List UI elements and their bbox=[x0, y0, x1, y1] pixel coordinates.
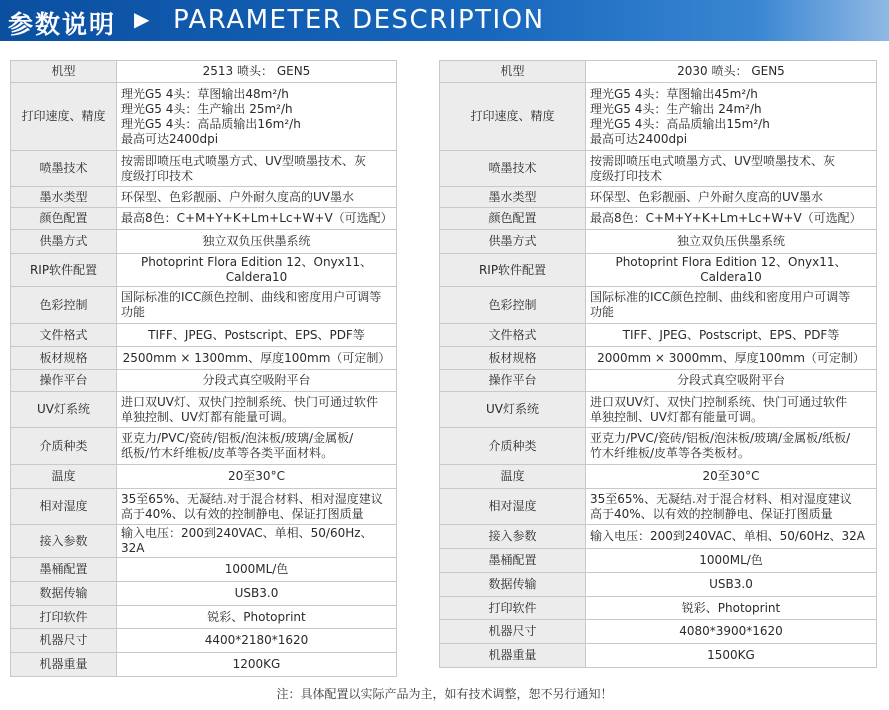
table-row bbox=[11, 525, 397, 558]
spec-value bbox=[117, 254, 397, 287]
spec-value-line: 20至30°C bbox=[702, 469, 760, 483]
spec-label: 文件格式 bbox=[440, 324, 586, 347]
spec-label: 喷墨技术 bbox=[11, 151, 117, 187]
spec-value bbox=[586, 392, 877, 428]
banner-title-cn: 参数说明 bbox=[8, 10, 117, 39]
table-row bbox=[440, 83, 877, 151]
spec-label: 墨水类型 bbox=[11, 187, 117, 208]
banner-title-en: PARAMETER DESCRIPTION bbox=[173, 5, 545, 35]
spec-value bbox=[117, 151, 397, 187]
table-row bbox=[440, 549, 877, 573]
spec-value-line: 度级打印技术 bbox=[121, 168, 194, 183]
spec-value bbox=[117, 370, 397, 392]
table-row bbox=[440, 465, 877, 489]
spec-value-line: 单独控制、UV灯都有能量可调。 bbox=[121, 409, 294, 424]
table-row bbox=[11, 653, 397, 677]
table-row bbox=[11, 254, 397, 287]
spec-value-line: 环保型、色彩靓丽、户外耐久度高的UV墨水 bbox=[121, 189, 354, 204]
spec-label: 接入参数 bbox=[11, 525, 117, 558]
table-row bbox=[11, 347, 397, 370]
table-row bbox=[11, 208, 397, 230]
spec-value-line: TIFF、JPEG、Postscript、EPS、PDF等 bbox=[148, 327, 365, 342]
spec-value bbox=[586, 187, 877, 208]
spec-value bbox=[117, 230, 397, 254]
spec-value bbox=[117, 653, 397, 677]
spec-label: RIP软件配置 bbox=[11, 254, 117, 287]
spec-value-line: 4080*3900*1620 bbox=[679, 624, 783, 638]
spec-label: 机型 bbox=[11, 61, 117, 83]
spec-label: 打印速度、精度 bbox=[11, 83, 117, 151]
table-row bbox=[440, 392, 877, 428]
spec-label: 机器尺寸 bbox=[440, 620, 586, 644]
table-row bbox=[440, 287, 877, 324]
spec-label: 操作平台 bbox=[11, 370, 117, 392]
spec-label: 温度 bbox=[440, 465, 586, 489]
spec-value bbox=[586, 428, 877, 465]
table-row bbox=[440, 208, 877, 230]
spec-value-line: 竹木纤维板/皮革等各类板材。 bbox=[590, 446, 751, 460]
spec-value-line: 最高8色：C+M+Y+K+Lm+Lc+W+V（可选配） bbox=[121, 211, 393, 225]
spec-value-line: 环保型、色彩靓丽、户外耐久度高的UV墨水 bbox=[590, 189, 823, 204]
spec-value bbox=[586, 597, 877, 620]
spec-label: 墨桶配置 bbox=[11, 558, 117, 582]
spec-label: 喷墨技术 bbox=[440, 151, 586, 187]
spec-value bbox=[586, 324, 877, 347]
spec-value bbox=[586, 465, 877, 489]
spec-value-line: 理光G5 4头：高品质输出15m²/h bbox=[590, 116, 770, 131]
spec-value bbox=[117, 465, 397, 489]
spec-value-line: 国际标准的ICC颜色控制、曲线和密度用户可调等 bbox=[590, 290, 851, 304]
table-row bbox=[440, 61, 877, 83]
spec-value bbox=[586, 620, 877, 644]
spec-label: 文件格式 bbox=[11, 324, 117, 347]
spec-value-line: USB3.0 bbox=[234, 586, 279, 600]
spec-value-line: 进口双UV灯、双快门控制系统、快门可通过软件 bbox=[121, 394, 378, 409]
spec-value-line: 按需即喷压电式喷墨方式、UV型喷墨技术、灰 bbox=[590, 153, 835, 168]
spec-value-line: 单独控制、UV灯都有能量可调。 bbox=[590, 409, 763, 424]
table-row bbox=[11, 465, 397, 489]
table-row bbox=[11, 370, 397, 392]
spec-label: 供墨方式 bbox=[11, 230, 117, 254]
spec-label: 相对湿度 bbox=[440, 489, 586, 525]
spec-value bbox=[586, 230, 877, 254]
spec-label: UV灯系统 bbox=[11, 392, 117, 428]
spec-value-line: 高于40%、以有效的控制静电、保证打图质量 bbox=[590, 506, 833, 521]
spec-table-2030 bbox=[439, 60, 877, 668]
spec-value-line: 1200KG bbox=[232, 657, 281, 671]
header-banner bbox=[0, 0, 889, 41]
spec-value bbox=[117, 558, 397, 582]
spec-value-line: 2000mm × 3000mm、厚度100mm（可定制） bbox=[597, 350, 865, 365]
spec-value bbox=[117, 83, 397, 151]
spec-value bbox=[586, 254, 877, 287]
spec-value bbox=[117, 428, 397, 465]
spec-value bbox=[117, 392, 397, 428]
spec-value bbox=[586, 549, 877, 573]
table-row bbox=[11, 558, 397, 582]
table-row bbox=[11, 61, 397, 83]
banner-arrow-icon: ▶ bbox=[134, 7, 150, 31]
spec-value-line: USB3.0 bbox=[709, 577, 753, 591]
table-row bbox=[440, 187, 877, 208]
spec-value bbox=[586, 347, 877, 370]
spec-value-line: 进口双UV灯、双快门控制系统、快门可通过软件 bbox=[590, 394, 847, 409]
spec-value-line: 2030 喷头： GEN5 bbox=[677, 64, 785, 78]
table-row bbox=[11, 428, 397, 465]
spec-value bbox=[586, 61, 877, 83]
table-row bbox=[11, 489, 397, 525]
spec-value bbox=[586, 489, 877, 525]
spec-value-line: 理光G5 4头：生产输出 25m²/h bbox=[121, 101, 293, 116]
spec-value-line: 分段式真空吸附平台 bbox=[202, 373, 311, 387]
table-row bbox=[11, 629, 397, 653]
spec-label: 温度 bbox=[11, 465, 117, 489]
spec-label: 板材规格 bbox=[440, 347, 586, 370]
spec-label: 墨水类型 bbox=[440, 187, 586, 208]
spec-value bbox=[586, 208, 877, 230]
spec-label: 数据传输 bbox=[440, 573, 586, 597]
table-row bbox=[440, 428, 877, 465]
spec-value-line: 按需即喷压电式喷墨方式、UV型喷墨技术、灰 bbox=[121, 153, 366, 168]
spec-value bbox=[117, 525, 397, 558]
spec-value-line: 2513 喷头： GEN5 bbox=[202, 64, 311, 78]
spec-label: 打印软件 bbox=[440, 597, 586, 620]
spec-table-2513 bbox=[10, 60, 397, 677]
table-row bbox=[440, 370, 877, 392]
spec-label: 机型 bbox=[440, 61, 586, 83]
spec-value bbox=[117, 606, 397, 629]
table-row bbox=[440, 644, 877, 668]
spec-label: 介质种类 bbox=[440, 428, 586, 465]
spec-value bbox=[117, 187, 397, 208]
spec-value-line: 35至65%、无凝结.对于混合材料、相对湿度建议 bbox=[590, 491, 852, 506]
spec-value-line: 1000ML/色 bbox=[224, 562, 289, 576]
spec-value-line: 独立双负压供墨系统 bbox=[676, 234, 785, 248]
spec-value-line: 理光G5 4头：生产输出 24m²/h bbox=[590, 101, 762, 116]
spec-value-line: 亚克力/PVC/瓷砖/铝板/泡沫板/玻璃/金属板/ bbox=[121, 431, 354, 445]
table-row bbox=[440, 597, 877, 620]
spec-value-line: 最高可达2400dpi bbox=[590, 131, 688, 146]
spec-value-line: 锐彩、Photoprint bbox=[207, 609, 306, 624]
spec-value-line: 锐彩、Photoprint bbox=[681, 600, 781, 615]
spec-value-line: 功能 bbox=[590, 305, 615, 319]
spec-label: 机器重量 bbox=[440, 644, 586, 668]
spec-value bbox=[117, 489, 397, 525]
spec-label: 数据传输 bbox=[11, 582, 117, 606]
spec-value bbox=[117, 287, 397, 324]
spec-value-line: 1000ML/色 bbox=[699, 553, 763, 567]
spec-value-line: 国际标准的ICC颜色控制、曲线和密度用户可调等 bbox=[121, 290, 382, 304]
spec-value-line: 分段式真空吸附平台 bbox=[676, 373, 785, 387]
spec-value-line: 4400*2180*1620 bbox=[204, 633, 309, 647]
table-row bbox=[440, 525, 877, 549]
table-row bbox=[11, 582, 397, 606]
spec-value-line: Photoprint Flora Edition 12、Onyx11、Caldera10 bbox=[615, 255, 847, 284]
spec-value-line: 独立双负压供墨系统 bbox=[202, 234, 311, 248]
table-row bbox=[440, 573, 877, 597]
spec-label: 接入参数 bbox=[440, 525, 586, 549]
spec-value-line: 1500KG bbox=[707, 648, 755, 662]
table-row bbox=[11, 392, 397, 428]
spec-value bbox=[117, 582, 397, 606]
spec-value-line: 输入电压：200到240VAC、单相、50/60Hz、32A bbox=[590, 529, 866, 543]
spec-value bbox=[586, 644, 877, 668]
table-row bbox=[11, 324, 397, 347]
table-row bbox=[11, 287, 397, 324]
spec-value-line: 最高8色：C+M+Y+K+Lm+Lc+W+V（可选配） bbox=[590, 211, 862, 225]
spec-label: 相对湿度 bbox=[11, 489, 117, 525]
table-row bbox=[11, 151, 397, 187]
table-row bbox=[11, 230, 397, 254]
spec-label: 机器尺寸 bbox=[11, 629, 117, 653]
spec-label: 介质种类 bbox=[11, 428, 117, 465]
spec-value bbox=[586, 83, 877, 151]
table-row bbox=[440, 254, 877, 287]
spec-value bbox=[117, 629, 397, 653]
table-row bbox=[11, 187, 397, 208]
table-row bbox=[440, 324, 877, 347]
spec-value bbox=[586, 287, 877, 324]
spec-value bbox=[117, 347, 397, 370]
spec-value-line: 纸板/竹木纤维板/皮革等各类平面材料。 bbox=[121, 446, 334, 460]
table-row bbox=[440, 347, 877, 370]
spec-label: 供墨方式 bbox=[440, 230, 586, 254]
footnote: 注：具体配置以实际产品为主，如有技术调整，恕不另行通知！ bbox=[276, 687, 613, 701]
spec-label: UV灯系统 bbox=[440, 392, 586, 428]
spec-label: RIP软件配置 bbox=[440, 254, 586, 287]
table-row bbox=[440, 620, 877, 644]
spec-value-line: 最高可达2400dpi bbox=[121, 131, 219, 146]
spec-value-line: 理光G5 4头：草图输出45m²/h bbox=[590, 86, 758, 101]
spec-value-line: 高于40%、以有效的控制静电、保证打图质量 bbox=[121, 506, 364, 521]
spec-value bbox=[586, 525, 877, 549]
spec-value-line: 功能 bbox=[121, 305, 146, 319]
table-row bbox=[440, 230, 877, 254]
spec-label: 墨桶配置 bbox=[440, 549, 586, 573]
spec-label: 颜色配置 bbox=[11, 208, 117, 230]
spec-label: 色彩控制 bbox=[440, 287, 586, 324]
spec-value bbox=[586, 151, 877, 187]
spec-label: 板材规格 bbox=[11, 347, 117, 370]
spec-value-line: TIFF、JPEG、Postscript、EPS、PDF等 bbox=[622, 327, 840, 342]
spec-value-line: 输入电压：200到240VAC、单相、50/60Hz、32A bbox=[121, 526, 373, 555]
spec-label: 颜色配置 bbox=[440, 208, 586, 230]
table-row bbox=[440, 151, 877, 187]
spec-value-line: 35至65%、无凝结.对于混合材料、相对湿度建议 bbox=[121, 491, 383, 506]
spec-value-line: 理光G5 4头：高品质输出16m²/h bbox=[121, 116, 301, 131]
spec-value bbox=[117, 61, 397, 83]
spec-value-line: 20至30°C bbox=[228, 469, 285, 483]
spec-value-line: 2500mm × 1300mm、厚度100mm（可定制） bbox=[122, 350, 391, 365]
spec-value-line: Photoprint Flora Edition 12、Onyx11、Caldera10 bbox=[140, 255, 373, 284]
spec-value-line: 理光G5 4头：草图输出48m²/h bbox=[121, 86, 289, 101]
table-row bbox=[440, 489, 877, 525]
spec-value bbox=[586, 573, 877, 597]
spec-label: 打印软件 bbox=[11, 606, 117, 629]
spec-label: 操作平台 bbox=[440, 370, 586, 392]
table-row bbox=[11, 83, 397, 151]
spec-value-line: 度级打印技术 bbox=[590, 168, 663, 183]
spec-value bbox=[586, 370, 877, 392]
spec-label: 打印速度、精度 bbox=[440, 83, 586, 151]
spec-value bbox=[117, 208, 397, 230]
spec-label: 色彩控制 bbox=[11, 287, 117, 324]
spec-value bbox=[117, 324, 397, 347]
table-row bbox=[11, 606, 397, 629]
spec-value-line: 亚克力/PVC/瓷砖/铝板/泡沫板/玻璃/金属板/纸板/ bbox=[590, 431, 851, 445]
spec-label: 机器重量 bbox=[11, 653, 117, 677]
